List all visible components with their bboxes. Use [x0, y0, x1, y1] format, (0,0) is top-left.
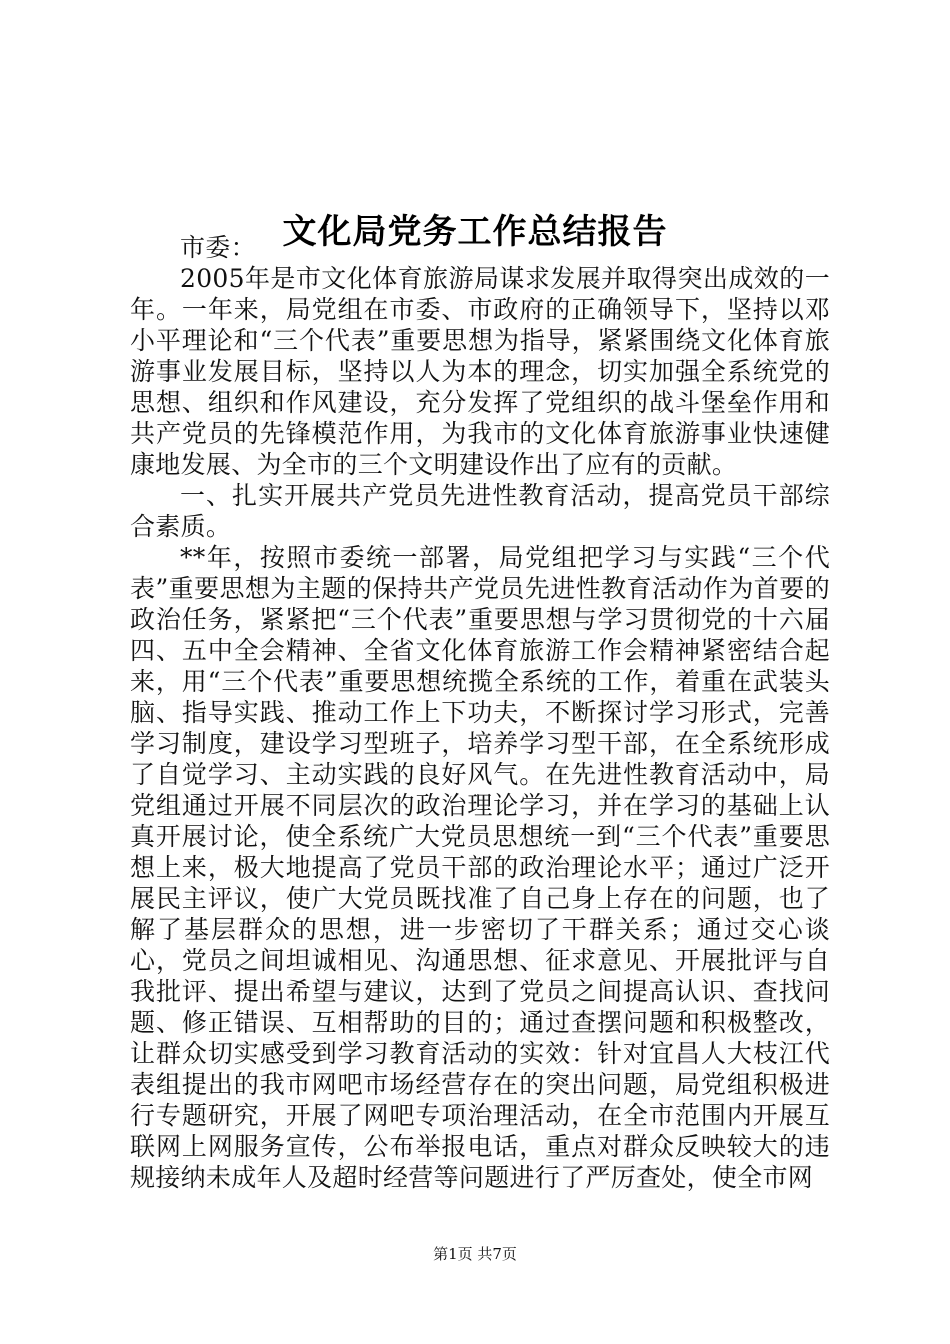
salutation-paragraph: 市委： [180, 233, 256, 262]
section-heading-paragraph: 一、扎实开展共产党员先进性教育活动，提高党员干部综合素质。 [130, 481, 830, 541]
document-title: 文化局党务工作总结报告 [282, 211, 668, 252]
body-paragraph: **年，按照市委统一部署，局党组把学习与实践“三个代表”重要思想为主题的保持共产党员先进性教育活动作为首要的政治任务，紧紧把“三个代表”重要思想与学习贯彻党的十六届四、五中全会精神、全省文化体育旅游工作会精神紧密结合起来，用“三个代表”重要思想统揽全系统的工作，着重在武装头脑、指导实践、推动工作上下功夫，不断探讨学习形式，完善学习制度，建设学习型班子，培养学习型干部，在全系统形成了自觉学习、主动实践的良好风气。在先进性教育活动中，局党组通过开展不同层次的政治理论学习，并在学习的基础上认真开展讨论，使全系统广大党员思想统一到“三个代表”重要思想上来，极大地提高了党员干部的政治理论水平；通过广泛开展民主评议，使广大党员既找准了自己身上存在的问题，也了解了基层群众的思想，进一步密切了干群关系；通过交心谈心，党员之间坦诚相见、沟通思想、征求意见、开展批评与自我批评、提出希望与建议，达到了党员之间提高认识、查找问题、修正错误、互相帮助的目的；通过查摆问题和积极整改，让群众切实感受到学习教育活动的实效：针对宜昌人大枝江代表组提出的我市网吧市场经营存在的突出问题，局党组积极进行专题研究，开展了网吧专项治理活动，在全市范围内开展互联网上网服务宣传，公布举报电话，重点对群众反映较大的违规接纳未成年人及超时经营等问题进行了严厉查处，使全市网 [130, 543, 830, 1192]
page-footer: 第1页 共7页 [433, 1245, 517, 1263]
document-body [130, 232, 830, 1193]
intro-paragraph: 2005年是市文化体育旅游局谋求发展并取得突出成效的一年。一年来，局党组在市委、市政府的正确领导下，坚持以邓小平理论和“三个代表”重要思想为指导，紧紧围绕文化体育旅游事业发展目标，坚持以人为本的理念，切实加强全系统党的思想、组织和作风建设，充分发挥了党组织的战斗堡垒作用和共产党员的先锋模范作用，为我市的文化体育旅游事业快速健康地发展、为全市的三个文明建设作出了应有的贡献。 [130, 264, 830, 479]
